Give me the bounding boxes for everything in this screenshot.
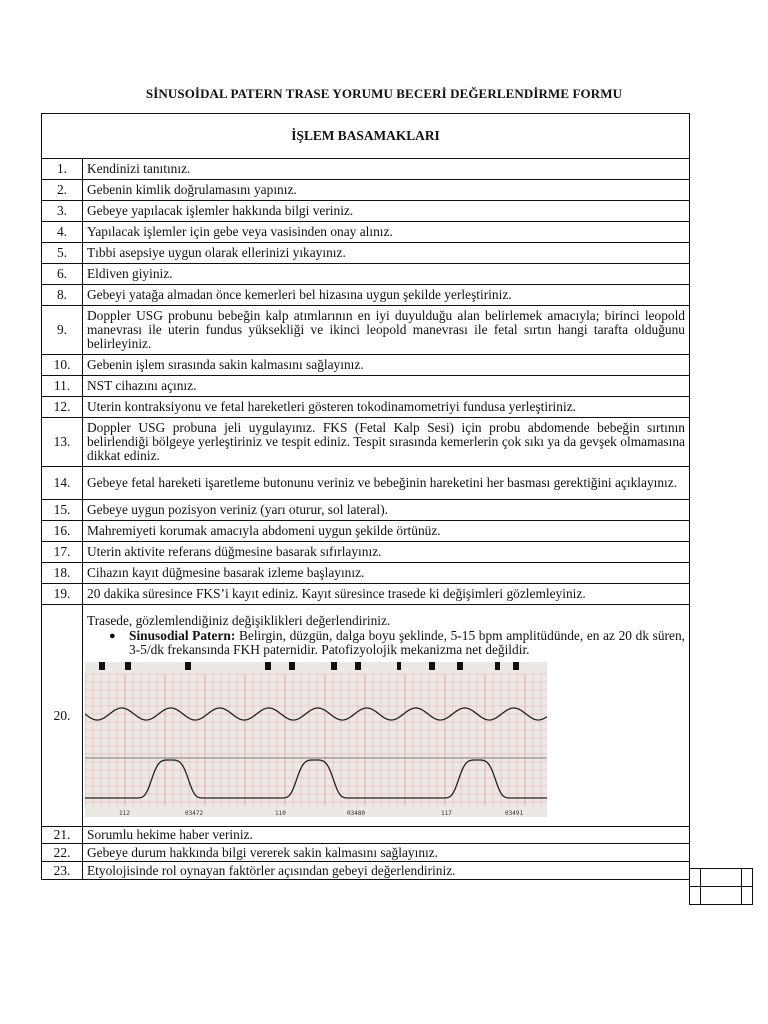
event-mark xyxy=(429,662,435,670)
table-row xyxy=(42,467,690,500)
step-text: Kendinizi tanıtınız. xyxy=(83,159,690,180)
step-number: 16. xyxy=(42,521,83,542)
step-number: 20. xyxy=(42,605,83,827)
table-row xyxy=(42,285,690,306)
evaluation-cell xyxy=(742,887,753,905)
step-text: Gebeye durum hakkında bilgi vererek sakin kalmasını sağlayınız. xyxy=(83,844,690,862)
table-row xyxy=(42,264,690,285)
trace-label: 110 xyxy=(275,810,286,817)
evaluation-cell xyxy=(742,869,753,887)
step-text: Trasede, gözlemlendiğiniz değişiklikleri değerlendiriniz. xyxy=(87,613,391,628)
table-row xyxy=(42,500,690,521)
event-mark xyxy=(513,662,519,670)
table-row xyxy=(42,563,690,584)
table-header-row xyxy=(42,114,690,159)
event-mark xyxy=(457,662,463,670)
event-mark xyxy=(355,662,361,670)
table-row xyxy=(42,584,690,605)
step-number: 21. xyxy=(42,827,83,844)
step-number: 9. xyxy=(42,306,83,355)
table-row xyxy=(42,376,690,397)
step-number: 15. xyxy=(42,500,83,521)
table-row xyxy=(42,542,690,563)
step-text: Cihazın kayıt düğmesine basarak izleme başlayınız. xyxy=(83,563,690,584)
evaluation-row xyxy=(690,887,753,905)
step-text: Tıbbi asepsiye uygun olarak ellerinizi yıkayınız. xyxy=(83,243,690,264)
bullet-label: Sinusodial Patern: xyxy=(129,628,236,643)
step-number: 22. xyxy=(42,844,83,862)
event-mark xyxy=(397,662,401,670)
step-20-content xyxy=(83,605,690,827)
table-row-step-20 xyxy=(42,605,690,827)
step-number: 14. xyxy=(42,467,83,500)
evaluation-columns xyxy=(689,868,753,905)
table-row xyxy=(42,222,690,243)
step-number: 18. xyxy=(42,563,83,584)
bullet-icon: ● xyxy=(109,630,116,642)
step-text: Gebenin işlem sırasında sakin kalmasını sağlayınız. xyxy=(83,355,690,376)
step-text: Yapılacak işlemler için gebe veya vasisinden onay alınız. xyxy=(83,222,690,243)
step-number: 12. xyxy=(42,397,83,418)
table-row xyxy=(42,180,690,201)
step-number: 6. xyxy=(42,264,83,285)
trace-label: 112 xyxy=(119,810,130,817)
step-number: 23. xyxy=(42,862,83,880)
evaluation-cell xyxy=(690,869,701,887)
step-number: 19. xyxy=(42,584,83,605)
step-text: Uterin kontraksiyonu ve fetal hareketleri gösteren tokodinamometriyi fundusa yerleştiriniz. xyxy=(83,397,690,418)
step-text: Gebeye uygun pozisyon veriniz (yarı oturur, sol lateral). xyxy=(83,500,690,521)
step-number: 8. xyxy=(42,285,83,306)
step-text: 20 dakika süresince FKS’i kayıt ediniz. Kayıt süresince trasede ki değişimleri gözlemleyiniz. xyxy=(83,584,690,605)
step-number: 5. xyxy=(42,243,83,264)
ctg-trace-image xyxy=(85,662,547,817)
table-row xyxy=(42,243,690,264)
step-text: NST cihazını açınız. xyxy=(83,376,690,397)
event-mark xyxy=(289,662,295,670)
table-row xyxy=(42,159,690,180)
step-text: Sorumlu hekime haber veriniz. xyxy=(83,827,690,844)
trace-label: 117 xyxy=(441,810,452,817)
table-row xyxy=(42,306,690,355)
sinusoidal-bullet xyxy=(109,629,685,657)
procedure-steps-table xyxy=(41,113,690,880)
step-number: 10. xyxy=(42,355,83,376)
table-row xyxy=(42,355,690,376)
event-mark xyxy=(99,662,105,670)
step-text: Gebeyi yatağa almadan önce kemerleri bel hizasına uygun şekilde yerleştiriniz. xyxy=(83,285,690,306)
step-text: Gebeye fetal hareketi işaretleme butonunu veriniz ve bebeğinin hareketini her basması gerektiğini açıklayınız. xyxy=(83,467,690,500)
table-row xyxy=(42,418,690,467)
bullet-text-block xyxy=(129,629,685,657)
step-text: Doppler USG probuna jeli uygulayınız. FKS (Fetal Kalp Sesi) için probu abdomende bebeğin sırtının belirlendiği bölgeye yerleştiriniz ve tespit ediniz. Tespit sırasında kemerlerin çok sıkı ya da gevşek olmamasına dikkat ediniz. xyxy=(83,418,690,467)
step-number: 1. xyxy=(42,159,83,180)
step-text: Eldiven giyiniz. xyxy=(83,264,690,285)
trace-label: 03491 xyxy=(505,810,524,817)
event-mark xyxy=(265,662,271,670)
table-row xyxy=(42,827,690,844)
table-header: İŞLEM BASAMAKLARI xyxy=(42,114,690,159)
evaluation-cell xyxy=(690,887,701,905)
trace-label: 03480 xyxy=(347,810,366,817)
form-title: SİNUSOİDAL PATERN TRASE YORUMU BECERİ DEĞERLENDİRME FORMU xyxy=(145,86,623,101)
event-mark xyxy=(331,662,337,670)
evaluation-cell xyxy=(701,887,742,905)
step-text: Uterin aktivite referans düğmesine basarak sıfırlayınız. xyxy=(83,542,690,563)
table-row xyxy=(42,844,690,862)
step-text: Gebeye yapılacak işlemler hakkında bilgi veriniz. xyxy=(83,201,690,222)
step-number: 3. xyxy=(42,201,83,222)
event-mark xyxy=(185,662,191,670)
step-number: 13. xyxy=(42,418,83,467)
step-text: Doppler USG probunu bebeğin kalp atımlarının en iyi duyulduğu alan belirlemek amacıyla; birinci leopold manevrası ile uterin fundus yüksekliği ve ikinci leopold manevrası ile fetal sırtın hangi tarafta olduğunu belirleyiniz. xyxy=(83,306,690,355)
evaluation-cell xyxy=(701,869,742,887)
step-number: 11. xyxy=(42,376,83,397)
step-number: 4. xyxy=(42,222,83,243)
event-mark xyxy=(495,662,500,670)
table-row xyxy=(42,201,690,222)
event-mark xyxy=(125,662,131,670)
step-text: Mahremiyeti korumak amacıyla abdomeni uygun şekilde örtünüz. xyxy=(83,521,690,542)
step-text: Gebenin kimlik doğrulamasını yapınız. xyxy=(83,180,690,201)
table-row xyxy=(42,521,690,542)
step-number: 17. xyxy=(42,542,83,563)
table-row xyxy=(42,397,690,418)
table-row xyxy=(42,862,690,880)
evaluation-row xyxy=(690,869,753,887)
trace-label: 03472 xyxy=(185,810,204,817)
step-number: 2. xyxy=(42,180,83,201)
bullet-description: Belirgin, düzgün, dalga boyu şeklinde, 5-15 bpm amplitüdünde, en az 20 dk süren, 3-5/dk frekansında FKH paternidir. Patofizyolojik mekanizma net değildir. xyxy=(129,628,685,657)
step-text: Etyolojisinde rol oynayan faktörler açısından gebeyi değerlendiriniz. xyxy=(83,862,690,880)
